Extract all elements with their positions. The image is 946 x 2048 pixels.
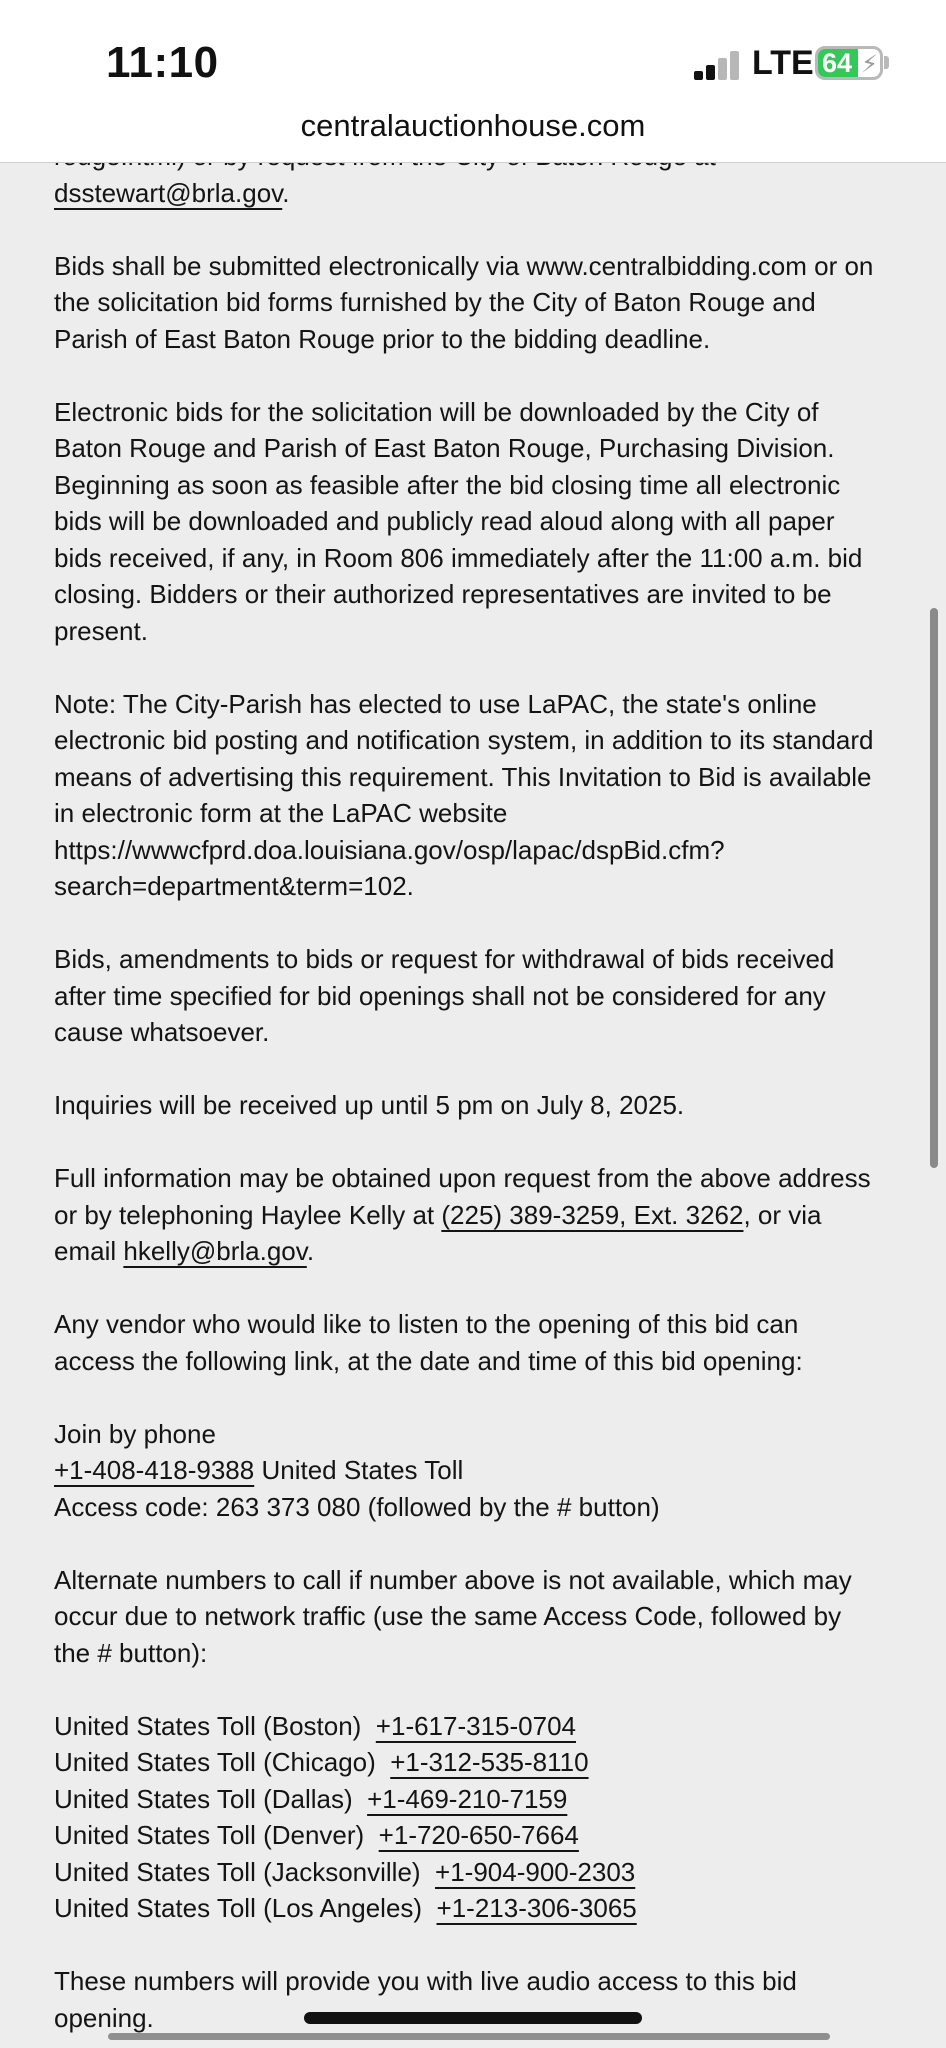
toll-row: United States Toll (Los Angeles) +1-213-306-3065 [54,1893,637,1923]
toll-row: United States Toll (Boston) +1-617-315-0704 [54,1710,577,1741]
vertical-scrollbar[interactable] [930,608,938,1168]
cellular-signal-icon [694,50,744,80]
toll-row: United States Toll (Jacksonville) +1-904-900-2303 [54,1856,636,1887]
toll-phone-link[interactable]: +1-469-210-7159 [367,1783,568,1814]
join-phone-link[interactable]: +1-408-418-9388 [54,1455,255,1485]
paragraph-alternate: Alternate numbers to call if number above is not available, which may occur due to network traffic (use the same Access Code, followed by the # button): [54,1564,852,1668]
toll-phone-link[interactable]: +1-720-650-7664 [378,1820,579,1850]
cut-paragraph: dsstewart@brla.gov. [54,138,884,211]
horizontal-scrollbar[interactable] [108,2033,830,2040]
note-url-line1: https://wwwcfprd.doa.louisiana.gov/osp/lapac/dspBid.cfm? [54,834,725,865]
battery-icon [815,46,883,80]
home-indicator[interactable] [304,2012,642,2024]
network-type: LTE [752,44,814,82]
paragraph-note [54,686,884,905]
paragraph-electronic-bids: Electronic bids for the solicitation will be downloaded by the City of Baton Rouge and Parish of East Baton Rouge, Purchasing Division. Beginning as soon as feasible after the bid closing time all electronic bids will be downloaded and publicly read aloud along with all paper bids received, if any, in Room 806 immediately after the 11:00 a.m. bid closing. Bidders or their authorized representatives are invited to be present. [54,396,863,646]
info-prefix: Full information may be obtained upon request from the above address or by telephoning Haylee Kelly at [54,1163,871,1230]
toll-phone-link[interactable]: +1-617-315-0704 [375,1710,577,1741]
note-text: Note: The City-Parish has elected to use LaPAC, the state's online electronic bid posting and notification system, in addition to its standard means of advertising this requirement. This Invitation to Bid is available in electronic form at the LaPAC website [54,688,874,828]
join-phone-suffix: United States Toll [261,1455,464,1485]
phone-link-haylee-kelly[interactable]: (225) 389-3259, Ext. 3262 [441,1199,744,1230]
status-time: 11:10 [106,38,219,87]
toll-phone-link[interactable]: +1-312-535-8110 [390,1747,589,1777]
info-mid: , or via email [54,1199,822,1266]
charging-bolt-icon: ⚡ [861,51,878,78]
top-bar [0,0,946,163]
battery-level: 64 [822,48,853,78]
join-label: Join by phone [54,1418,216,1449]
toll-row: United States Toll (Dallas) +1-469-210-7159 [54,1783,568,1814]
toll-row: United States Toll (Chicago) +1-312-535-8110 [54,1747,589,1777]
paragraph-full-info: Full information may be obtained upon request from the above address or by telephoning Haylee Kelly at (225) 389-3259, Ext. 3262, or via email hkelly@brla.gov. [54,1163,871,1266]
paragraph-inquiries: Inquiries will be received up until 5 pm on July 8, 2025. [54,1090,685,1120]
page-content [54,138,884,2048]
email-link-dsstewart[interactable]: dsstewart@brla.gov [54,177,283,208]
paragraph-closing: These numbers will provide you with live audio access to this bid opening. [54,1966,797,2033]
paragraph-vendor: Any vendor who would like to listen to the opening of this bid can access the following link, at the date and time of this bid opening: [54,1309,803,1376]
battery-tip [884,56,889,69]
email-link-hkelly[interactable]: hkelly@brla.gov [123,1236,307,1266]
paragraph-submit: Bids shall be submitted electronically via www.centralbidding.com or on the solicitation bid forms furnished by the City of Baton Rouge and Parish of East Baton Rouge prior to the bidding deadline. [54,250,874,354]
address-bar[interactable]: centralauctionhouse.com [300,108,646,143]
toll-phone-link[interactable]: +1-904-900-2303 [435,1856,636,1887]
paragraph-amendments: Bids, amendments to bids or request for withdrawal of bids received after time specified for bid openings shall not be considered for any cause whatsoever. [54,944,835,1047]
note-url-line2: search=department&term=102. [54,871,414,901]
access-code: Access code: 263 373 080 (followed by the # button) [54,1491,660,1522]
toll-row: United States Toll (Denver) +1-720-650-7664 [54,1820,579,1850]
join-by-phone-block [54,1416,884,1526]
toll-number-list [54,1708,884,1927]
toll-phone-link[interactable]: +1-213-306-3065 [436,1893,637,1923]
